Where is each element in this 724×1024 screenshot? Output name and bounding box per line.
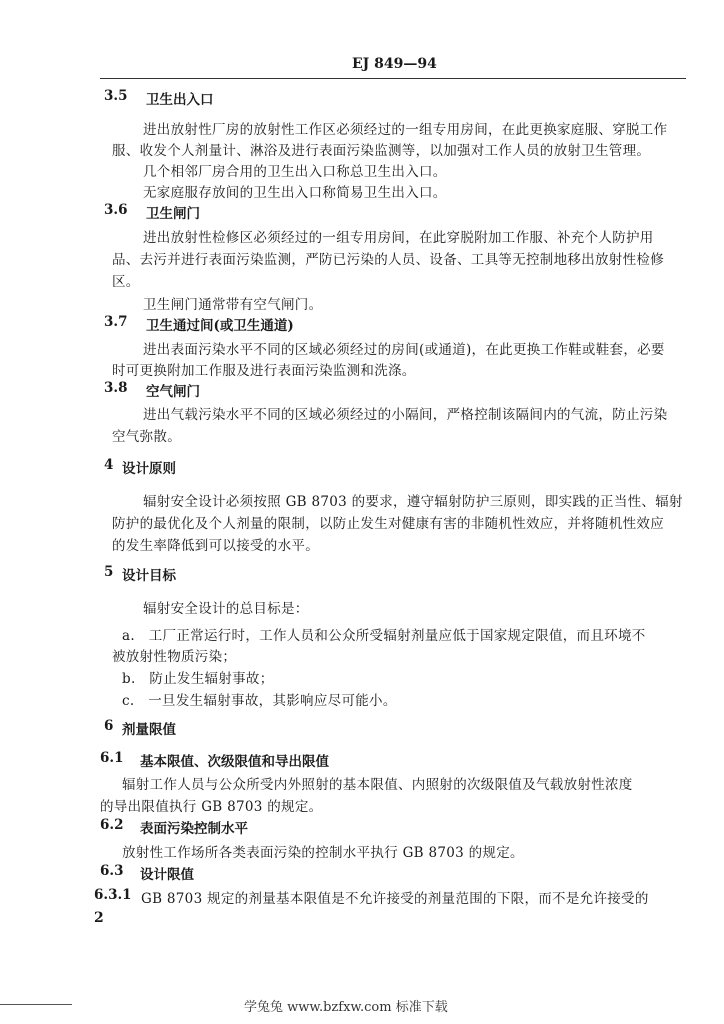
page-number: 2 bbox=[94, 910, 104, 926]
section-number: 6.2 bbox=[100, 817, 124, 833]
section-title: 设计目标 bbox=[122, 568, 176, 584]
section-title: 剂量限值 bbox=[122, 722, 176, 738]
scan-edge-line bbox=[0, 1004, 72, 1005]
section-title: 卫生闸门 bbox=[146, 206, 200, 222]
paragraph-line: 空气弥散。 bbox=[112, 429, 181, 445]
paragraph-line: 时可更换附加工作服及进行表面污染监测和洗涤。 bbox=[112, 363, 416, 379]
section-title: 卫生通过间(或卫生通道) bbox=[146, 318, 294, 334]
paragraph-line: 品、去污并进行表面污染监测，严防已污染的人员、设备、工具等无控制地移出放射性检修 bbox=[112, 252, 664, 268]
section-number: 6.3 bbox=[100, 863, 124, 879]
paragraph-line: 几个相邻厂房合用的卫生出入口称总卫生出入口。 bbox=[143, 164, 447, 180]
section-number: 3.6 bbox=[104, 202, 128, 218]
document-code: EJ 849—94 bbox=[352, 56, 437, 72]
section-title: 卫生出入口 bbox=[146, 92, 214, 108]
list-item: c. 一旦发生辐射事故，其影响应尽可能小。 bbox=[122, 693, 397, 709]
section-number: 6.3.1 bbox=[94, 887, 132, 903]
paragraph-line: 区。 bbox=[112, 274, 140, 290]
section-number: 6.1 bbox=[100, 750, 124, 766]
section-number: 5 bbox=[104, 564, 114, 580]
paragraph-line: 卫生闸门通常带有空气闸门。 bbox=[143, 297, 323, 313]
paragraph-line: 进出放射性检修区必须经过的一组专用房间，在此穿脱附加工作服、补充个人防护用 bbox=[143, 230, 654, 246]
paragraph-line: 进出放射性厂房的放射性工作区必须经过的一组专用房间，在此更换家庭服、穿脱工作 bbox=[143, 122, 668, 138]
section-title: 空气闸门 bbox=[146, 384, 200, 400]
paragraph-line: 放射性工作场所各类表面污染的控制水平执行 GB 8703 的规定。 bbox=[122, 845, 524, 861]
section-number: 3.5 bbox=[104, 88, 128, 104]
paragraph-line: 进出表面污染水平不同的区域必须经过的房间(或通道)，在此更换工作鞋或鞋套，必要 bbox=[143, 342, 665, 358]
section-number: 6 bbox=[104, 718, 114, 734]
paragraph-line: 服、收发个人剂量计、淋浴及进行表面污染监测等，以加强对工作人员的放射卫生管理。 bbox=[112, 143, 651, 159]
paragraph-line: 无家庭服存放间的卫生出入口称简易卫生出入口。 bbox=[143, 185, 447, 201]
list-item: b. 防止发生辐射事故； bbox=[122, 671, 274, 687]
section-number: 3.7 bbox=[104, 314, 128, 330]
header-rule bbox=[100, 78, 686, 79]
list-item: a. 工厂正常运行时，工作人员和公众所受辐射剂量应低于国家规定限值，而且环境不 bbox=[122, 628, 646, 644]
section-number: 3.8 bbox=[104, 380, 128, 396]
section-number: 4 bbox=[104, 457, 114, 473]
paragraph-line: 被放射性物质污染； bbox=[112, 649, 237, 665]
paragraph-line: 辐射工作人员与公众所受内外照射的基本限值、内照射的次级限值及气载放射性浓度 bbox=[122, 777, 633, 793]
section-title: 设计限值 bbox=[140, 867, 194, 883]
paragraph-line: 防护的最优化及个人剂量的限制，以防止发生对健康有害的非随机性效应，并将随机性效应 bbox=[112, 516, 664, 532]
paragraph-line: 辐射安全设计必须按照 GB 8703 的要求，遵守辐射防护三原则，即实践的正当性、辐射 bbox=[143, 494, 683, 510]
paragraph-line: GB 8703 规定的剂量基本限值是不允许接受的剂量范围的下限，而不是允许接受的 bbox=[141, 891, 649, 907]
section-title: 表面污染控制水平 bbox=[140, 821, 248, 837]
paragraph-line: 进出气载污染水平不同的区域必须经过的小隔间，严格控制该隔间内的气流，防止污染 bbox=[143, 407, 668, 423]
section-title: 设计原则 bbox=[122, 461, 176, 477]
footer-watermark: 学兔兔 www.bzfxw.com 标准下载 bbox=[244, 1000, 448, 1015]
paragraph-line: 辐射安全设计的总目标是： bbox=[143, 601, 309, 617]
paragraph-line: 的发生率降低到可以接受的水平。 bbox=[112, 538, 319, 554]
paragraph-line: 的导出限值执行 GB 8703 的规定。 bbox=[100, 799, 323, 815]
section-title: 基本限值、次级限值和导出限值 bbox=[140, 754, 329, 770]
